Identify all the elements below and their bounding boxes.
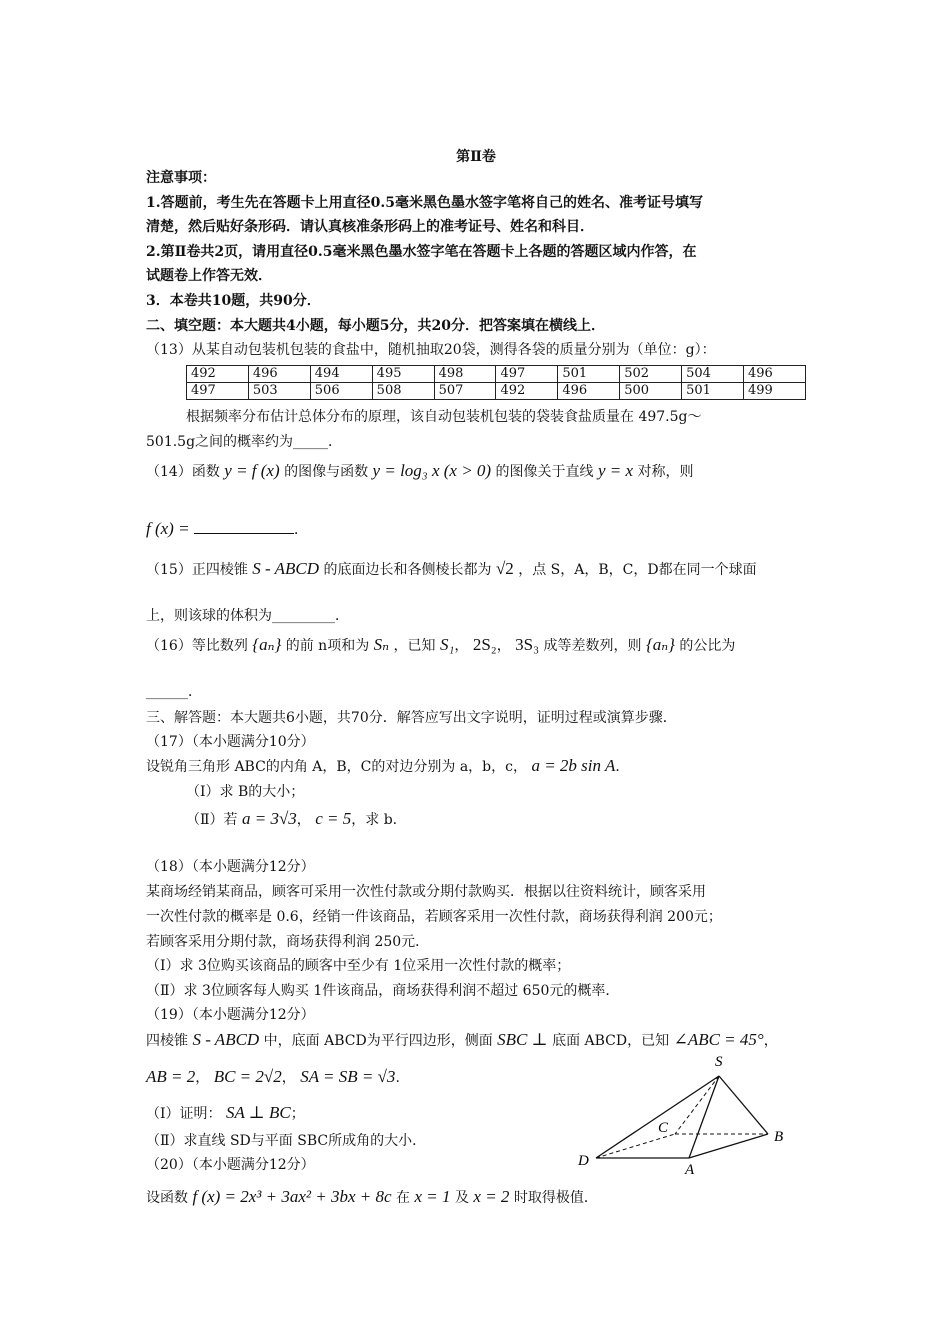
table-cell: 496 xyxy=(744,366,806,383)
table-cell: 508 xyxy=(372,383,434,400)
notice-item-1: 1.答题前，考生先在答题卡上用直径0.5毫米黑色墨水签字笔将自己的姓名、准考证号填写 xyxy=(146,195,703,211)
q15-line-2: 上，则该球的体积为_________． xyxy=(146,608,349,624)
q14-math-log: y = log₃ x (x > 0) xyxy=(372,461,492,480)
table-cell: 504 xyxy=(682,366,744,383)
vertex-label-c: C xyxy=(658,1120,669,1136)
table-cell: 496 xyxy=(248,366,310,383)
table-cell: 492 xyxy=(496,383,558,400)
q18-part-i: （Ⅰ）求 3位购买该商品的顾客中至少有 1位采用一次性付款的概率； xyxy=(146,958,571,974)
table-cell: 492 xyxy=(187,366,249,383)
vertex-label-b: B xyxy=(774,1129,784,1145)
notice-item-1-cont: 清楚，然后贴好条形码．请认真核准条形码上的准考证号、姓名和科目． xyxy=(146,219,594,235)
pyramid-figure xyxy=(576,1040,806,1175)
q15-line-1: （15）正四棱锥 S - ABCD 的底面边长和各侧棱长都为 √2 ，点 S，A，B，C，D都在同一个球面 xyxy=(146,559,757,578)
q13-text-2: 501.5g之间的概率约为_____． xyxy=(146,434,343,450)
edge-sc xyxy=(675,1076,719,1134)
notice-item-3: 3．本卷共10题，共90分． xyxy=(146,293,321,309)
q14-math-line: y = x xyxy=(598,461,634,480)
q18-line-2: 一次性付款的概率是 0.6，经销一件该商品，若顾客采用一次性付款，商场获得利润 200元； xyxy=(146,909,722,925)
q17-stem: 设锐角三角形 ABC的内角 A，B，C的对边分别为 a，b，c， a = 2b sin A． xyxy=(146,756,630,775)
q14-line-2: f (x) = ． xyxy=(146,519,309,538)
vertex-label-d: D xyxy=(578,1153,589,1169)
q19-head: （19）（本小题满分12分） xyxy=(146,1007,315,1023)
table-cell: 497 xyxy=(187,383,249,400)
edge-dc xyxy=(596,1134,675,1158)
q17-part-i: （Ⅰ）求 B的大小； xyxy=(186,784,305,800)
answer-blank xyxy=(194,519,294,534)
q15-math-sqrt2: √2 xyxy=(495,559,514,578)
table-cell: 501 xyxy=(558,366,620,383)
vertex-label-s: S xyxy=(715,1054,723,1070)
q16-line-1: （16）等比数列 {aₙ} 的前 n项和为 Sₙ ，已知 S₁， 2S₂， 3S₃ 成等差数列，则 {aₙ} 的公比为 xyxy=(146,635,736,654)
table-cell: 496 xyxy=(558,383,620,400)
table-cell: 502 xyxy=(620,366,682,383)
q14-line-1: （14）函数 y = f (x) 的图像与函数 y = log₃ x (x > 0) 的图像关于直线 y = x 对称，则 xyxy=(146,461,694,480)
table-cell: 507 xyxy=(434,383,496,400)
table-row xyxy=(187,383,806,400)
vertex-label-a: A xyxy=(685,1162,695,1175)
table-cell: 499 xyxy=(744,383,806,400)
q15-math-pyramid: S - ABCD xyxy=(252,559,320,578)
q18-line-1: 某商场经销某商品，顾客可采用一次性付款或分期付款购买．根据以往资料统计，顾客采用 xyxy=(146,884,706,900)
q19-stem: 四棱锥 S - ABCD 中，底面 ABCD为平行四边形，侧面 SBC ⊥ 底面 ABCD，已知 ∠ABC = 45°， xyxy=(146,1030,778,1049)
table-cell: 498 xyxy=(434,366,496,383)
edge-sd xyxy=(596,1076,719,1158)
table-cell: 494 xyxy=(310,366,372,383)
q13-data-table xyxy=(186,365,806,400)
q14-math-answer: f (x) = xyxy=(146,519,190,538)
notice-heading: 注意事项： xyxy=(146,170,216,186)
table-cell: 495 xyxy=(372,366,434,383)
table-cell: 500 xyxy=(620,383,682,400)
part3-heading: 三、解答题：本大题共6小题，共70分．解答应写出文字说明，证明过程或演算步骤． xyxy=(146,710,677,726)
q18-head: （18）（本小题满分12分） xyxy=(146,859,315,875)
notice-item-2: 2.第Ⅱ卷共2页，请用直径0.5毫米黑色墨水签字笔在答题卡上各题的答题区域内作答，在 xyxy=(146,244,697,260)
section-title: 第Ⅱ卷 xyxy=(456,149,496,165)
table-cell: 497 xyxy=(496,366,558,383)
q19-part-ii: （Ⅱ）求直线 SD与平面 SBC所成角的大小． xyxy=(146,1133,427,1149)
q20-head: （20）（本小题满分12分） xyxy=(146,1157,315,1173)
q18-line-3: 若顾客采用分期付款，商场获得利润 250元． xyxy=(146,934,430,950)
table-cell: 503 xyxy=(248,383,310,400)
edge-sb xyxy=(719,1076,768,1134)
edge-ab xyxy=(689,1134,768,1158)
table-cell: 506 xyxy=(310,383,372,400)
edge-sa xyxy=(689,1076,719,1158)
q19-part-i: （Ⅰ）证明： SA ⊥ BC； xyxy=(146,1103,305,1122)
table-cell: 501 xyxy=(682,383,744,400)
q16-line-2: ______． xyxy=(146,684,202,700)
q20-stem: 设函数 f (x) = 2x³ + 3ax² + 3bx + 8c 在 x = 1 及 x = 2 时取得极值． xyxy=(146,1187,598,1206)
q13-stem: （13）从某自动包装机包装的食盐中，随机抽取20袋，测得各袋的质量分别为（单位：g）： xyxy=(146,342,716,358)
q14-math-fx: y = f (x) xyxy=(224,461,280,480)
q17-part-ii: （Ⅱ）若 a = 3√3， c = 5，求 b. xyxy=(186,809,398,828)
q13-text-1: 根据频率分布估计总体分布的原理，该自动包装机包装的袋装食盐质量在 497.5g～ xyxy=(186,409,702,425)
part2-heading: 二、填空题：本大题共4小题，每小题5分，共20分．把答案填在横线上． xyxy=(146,318,605,334)
table-row xyxy=(187,366,806,383)
notice-item-2-cont: 试题卷上作答无效． xyxy=(146,268,272,284)
q17-head: （17）（本小题满分10分） xyxy=(146,734,315,750)
q18-part-ii: （Ⅱ）求 3位顾客每人购买 1件该商品，商场获得利润不超过 650元的概率． xyxy=(146,983,620,999)
q19-given: AB = 2， BC = 2√2， SA = SB = √3. xyxy=(146,1067,400,1086)
